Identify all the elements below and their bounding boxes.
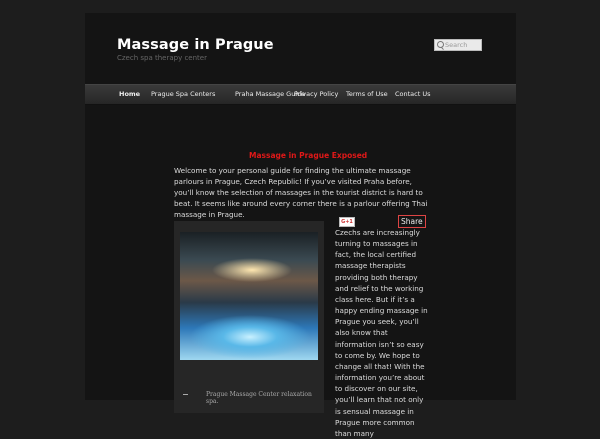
figure-caption: Prague Massage Center relaxation spa. (206, 391, 312, 405)
nav-item-terms-of-use[interactable]: Terms of Use (346, 90, 388, 98)
nav-item-praha-massage-guide[interactable]: Praha Massage Guide (235, 90, 306, 98)
article-title: Massage in Prague Exposed (249, 151, 368, 160)
intro-paragraph: Welcome to your personal guide for finding the ultimate massage parlours in Prague, Czech Republic! If you’ve visited Praha before, you’ll know the selection of massages in the tourist district is hard to beat. It seems like around every corner there is a parlour offering Thai massage in Prague. (174, 166, 428, 219)
nav-item-home[interactable]: Home (119, 90, 141, 98)
site-title[interactable]: Massage in Prague (117, 37, 274, 53)
google-plus-button[interactable]: G+1 (339, 217, 355, 227)
nav-item-contact-us[interactable]: Contact Us (395, 90, 431, 98)
search-input[interactable] (434, 39, 482, 51)
figure (174, 221, 324, 413)
body-paragraph: Czechs are increasingly turning to massages in fact, the local certified massage therapists providing both therapy and relief to the working class here. But if it’s a happy ending massage in Prague you seek, you’ll also know that information isn’t so easy to come by. We hope to change all that! With the information you’re about to discover on our site, you’ll learn that not only is sensual massage in Prague more common than many (335, 228, 428, 438)
main-nav (85, 84, 516, 105)
nav-item-prague-spa-centers[interactable]: Prague Spa Centers (151, 90, 216, 98)
spa-photo (180, 232, 318, 360)
share-button[interactable]: Share (398, 215, 426, 228)
caption-dash (183, 394, 188, 395)
nav-item-privacy-policy[interactable]: Privacy Policy (294, 90, 339, 98)
page-container (85, 13, 516, 438)
search-placeholder: Search (445, 41, 468, 49)
search-icon (437, 41, 444, 48)
site-description: Czech spa therapy center (117, 54, 207, 62)
